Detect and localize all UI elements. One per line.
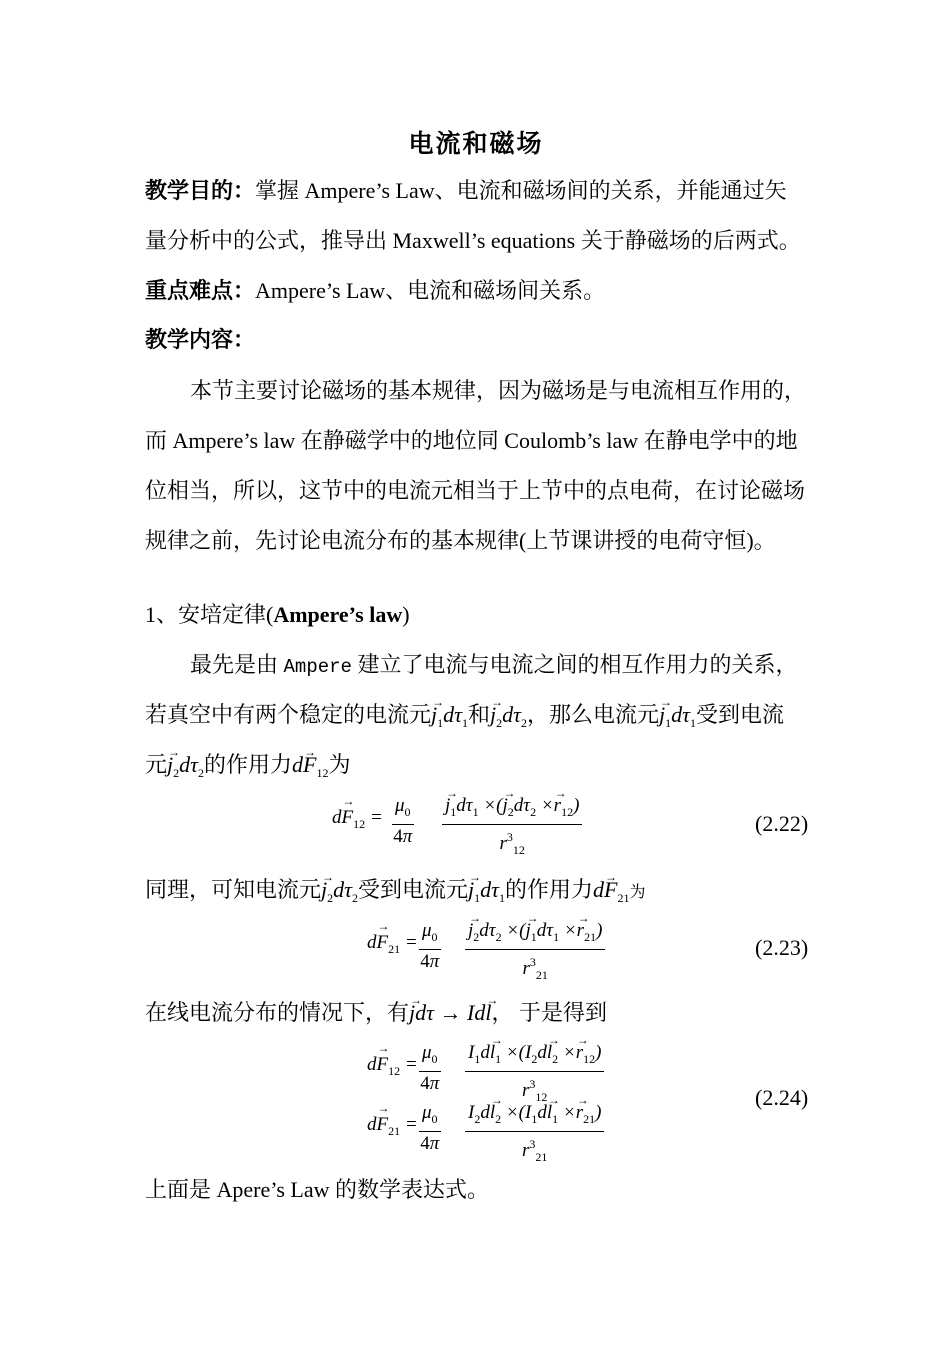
section-heading-suffix: ) [402,602,410,627]
p2-text-a: 若真空中有两个稳定的电流元 [145,702,432,727]
current-element-2: → $j_2d\tau_2$ [490,702,527,727]
content-label: 教学内容： [145,327,256,352]
p4-text-b: 受到电流元 [358,877,469,902]
current-element-2b: → $j_2d\tau_2$ [167,752,204,777]
p2-text-d: 受到电流 [696,702,785,727]
intro-line-3: 位相当，所以，这节中的电流元相当于上节中的点电荷，在讨论磁场 [145,478,806,503]
objectives-label: 教学目的： [145,178,256,203]
section-para-2 [145,700,815,738]
p4-text-d: 为 [629,884,646,901]
p5-text-a: 在线电流分布的情况下，有 [145,1000,410,1025]
key-points-label: 重点难点： [145,278,256,303]
equation-2-24a: $d\to F_{12}$ = $\frac{\mu_0}{4\pi}$ $\frac{I_1d\to l_1 \times(I_2d\to l_2 \times\to r_{12})}{r^3_{12}}$ [367,1042,617,1102]
section-heading-en: Ampere’s law [273,602,403,627]
equation-2-22: $d\to F_{12}$ = $\frac{\mu_0}{4\pi}$ → $\frac{j_1d\tau_1 \times(\to j_2d\tau_2 \times\to r_{12})}{r^3_{12}}$ [332,795,592,865]
section-para-5 [145,998,815,1028]
p3-text-a: 元 [145,752,168,777]
intro-line-2: 而 Ampere’s law 在静磁学中的地位同 Coulomb’s law 在静电学中的地 [145,428,798,453]
p4-text-c: 的作用力 [505,877,594,902]
p2-text-c: ，那么电流元 [527,702,660,727]
force-dF21: $d\to F_{21}$ [593,877,629,902]
current-element-2c: → $j_2d\tau_2$ [321,877,358,902]
page-title: 电流和磁场 [408,131,544,158]
key-points-text: Ampere’s Law、电流和磁场间关系。 [255,278,606,303]
section-heading-prefix: 1、安培定律( [145,602,274,627]
objectives-line-1 [145,176,815,206]
p1-text-b: 建立了电流与电流之间的相互作用力的关系， [351,652,798,677]
intro-line-1: 本节主要讨论磁场的基本规律，因为磁场是与电流相互作用的， [190,378,807,403]
objectives-text-1: 掌握 Ampere’s Law、电流和磁场间的关系，并能通过矢 [255,178,787,203]
p1-mono: Ampere [283,656,352,678]
p3-text-b: 的作用力 [204,752,293,777]
section-para-1 [190,650,815,682]
intro-line-4: 规律之前，先讨论电流分布的基本规律(上节课讲授的电荷守恒)。 [145,528,776,553]
equation-number-2-24: (2.24) [755,1085,809,1110]
p5-text-b: ， 于是得到 [491,1000,607,1025]
force-dF12: $d\to F_{12}$ [292,752,328,777]
closing-line: 上面是 Apere’s Law 的数学表达式。 [145,1177,490,1202]
equation-number-2-22: (2.22) [755,811,809,836]
section-heading [145,600,815,630]
p3-text-c: 为 [328,752,351,777]
current-element-1b: → $j_1d\tau_1$ [659,702,696,727]
equation-number-2-23: (2.23) [755,935,809,960]
p1-text-a: 最先是由 [190,652,284,677]
section-para-3 [145,750,815,788]
current-element-1c: → $j_1d\tau_1$ [468,877,505,902]
objectives-line-2: 量分析中的公式，推导出 Maxwell’s equations 关于静磁场的后两式。 [145,228,801,253]
key-points [145,276,815,306]
line-current-substitution: → jdτ → Id→ l [409,1000,491,1025]
current-element-1: → $j_1d\tau_1$ [431,702,468,727]
p2-text-b: 和 [468,702,491,727]
equation-2-24b: $d\to F_{21}$ = $\frac{\mu_0}{4\pi}$ $\frac{I_2d\to l_2 \times(I_1d\to l_1 \times\to r_{21})}{r^3_{21}}$ [367,1102,617,1162]
p4-text-a: 同理，可知电流元 [145,877,322,902]
equation-2-23: $d\to F_{21}$ = $\frac{\mu_0}{4\pi}$ → $\frac{j_2d\tau_2 \times(\to j_1d\tau_1 \times\to r_{21})}{r^3_{21}}$ [367,920,627,990]
